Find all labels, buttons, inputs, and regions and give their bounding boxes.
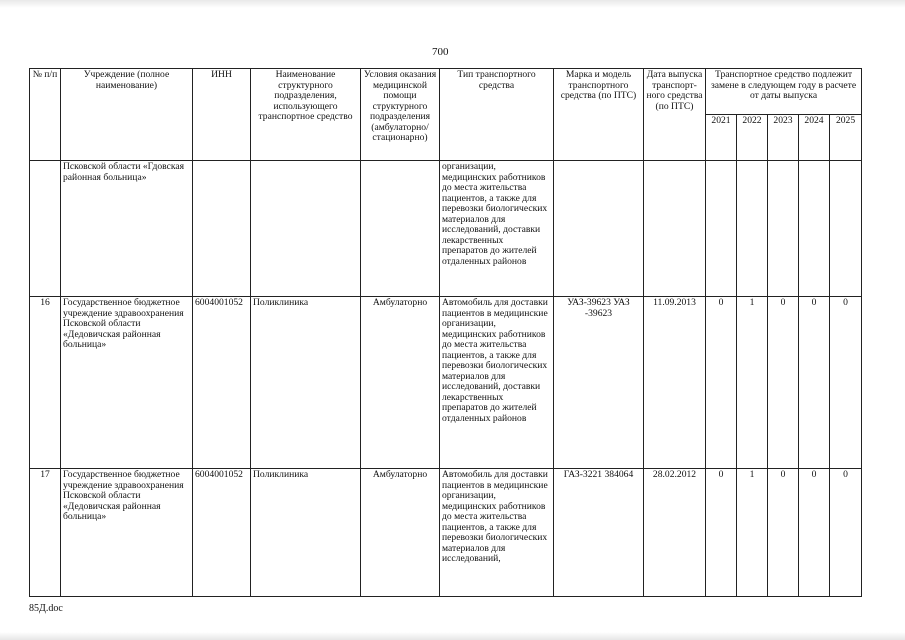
cell-inn xyxy=(193,161,251,297)
cell-year: 0 xyxy=(830,469,862,597)
header-inn: ИНН xyxy=(193,69,251,161)
cell-year xyxy=(768,161,799,297)
scan-edge-bottom xyxy=(0,632,905,640)
cell-year: 0 xyxy=(706,469,737,597)
table-row xyxy=(30,297,862,469)
header-conditions: Условия оказания медицинской помощи структурного подразделения (амбулаторно/ стационарно) xyxy=(361,69,440,161)
vehicle-table xyxy=(29,68,862,597)
cell-year: 0 xyxy=(768,469,799,597)
cell-vehicle-type: организации, медицинских работников до места жительства пациентов, а также для перевозки биологических материалов для исследований, доставки лекарственных препаратов до жителей отдаленных районов xyxy=(440,161,554,297)
cell-year: 0 xyxy=(799,469,830,597)
cell-institution: Государственное бюджетное учреждение здравоохранения Псковской области «Дедовичская районная больница» xyxy=(61,297,193,469)
header-year: 2021 xyxy=(706,115,737,161)
cell-division: Поликлиника xyxy=(251,297,361,469)
cell-date: 28.02.2012 xyxy=(644,469,706,597)
header-brand: Марка и модель транспортного средства (по ПТС) xyxy=(554,69,644,161)
cell-year: 1 xyxy=(737,469,768,597)
cell-num: 17 xyxy=(30,469,61,597)
table-row xyxy=(30,469,862,597)
cell-date xyxy=(644,161,706,297)
cell-inn: 6004001052 xyxy=(193,297,251,469)
cell-year: 0 xyxy=(768,297,799,469)
cell-conditions xyxy=(361,161,440,297)
cell-year xyxy=(737,161,768,297)
cell-vehicle-type: Автомобиль для доставки пациентов в медицинские организации, медицинских работников до места жительства пациентов, а также для перевозки биологических материалов для исследований, xyxy=(440,469,554,597)
cell-brand: УАЗ-39623 УАЗ -39623 xyxy=(554,297,644,469)
header-num: № п/п xyxy=(30,69,61,161)
header-year: 2022 xyxy=(737,115,768,161)
cell-num xyxy=(30,161,61,297)
cell-conditions: Амбулаторно xyxy=(361,469,440,597)
cell-year xyxy=(706,161,737,297)
cell-division: Поликлиника xyxy=(251,469,361,597)
header-year: 2024 xyxy=(799,115,830,161)
cell-year xyxy=(830,161,862,297)
cell-year xyxy=(799,161,830,297)
cell-vehicle-type: Автомобиль для доставки пациентов в медицинские организации, медицинских работников до места жительства пациентов, а также для перевозки биологических материалов для исследований, доставки лекарственных препаратов до жителей отдаленных районов xyxy=(440,297,554,469)
cell-institution: Псковской области «Гдовская районная больница» xyxy=(61,161,193,297)
table-row xyxy=(30,161,862,297)
header-division: Наименование структурного подразделения, использующего транспортное средство xyxy=(251,69,361,161)
cell-date: 11.09.2013 xyxy=(644,297,706,469)
header-date: Дата выпуска транспорт-ного средства (по ПТС) xyxy=(644,69,706,161)
header-replacement: Транспортное средство подлежит замене в следующем году в расчете от даты выпуска xyxy=(706,69,862,115)
header-year: 2025 xyxy=(830,115,862,161)
cell-division xyxy=(251,161,361,297)
cell-conditions: Амбулаторно xyxy=(361,297,440,469)
cell-brand xyxy=(554,161,644,297)
cell-year: 0 xyxy=(799,297,830,469)
header-institution: Учреждение (полное наименование) xyxy=(61,69,193,161)
cell-brand: ГАЗ-3221 384064 xyxy=(554,469,644,597)
cell-year: 0 xyxy=(706,297,737,469)
scan-edge-top xyxy=(0,0,905,8)
header-vehicle-type: Тип транспортного средства xyxy=(440,69,554,161)
footer-filename: 85Д.doc xyxy=(29,603,63,614)
cell-num: 16 xyxy=(30,297,61,469)
cell-year: 1 xyxy=(737,297,768,469)
page-number: 700 xyxy=(432,46,449,58)
header-year: 2023 xyxy=(768,115,799,161)
cell-year: 0 xyxy=(830,297,862,469)
cell-inn: 6004001052 xyxy=(193,469,251,597)
cell-institution: Государственное бюджетное учреждение здравоохранения Псковской области «Дедовичская районная больница» xyxy=(61,469,193,597)
